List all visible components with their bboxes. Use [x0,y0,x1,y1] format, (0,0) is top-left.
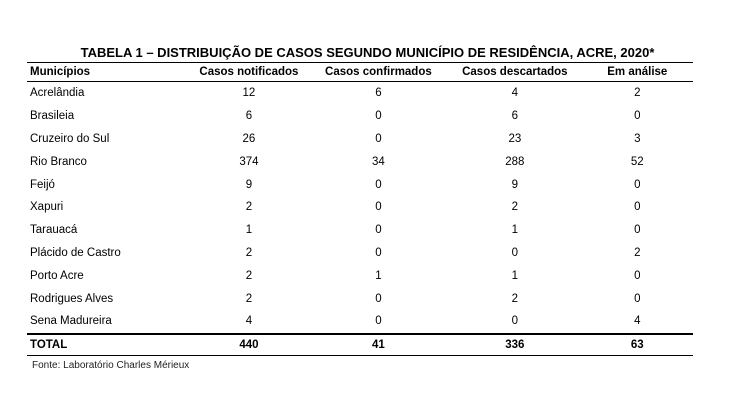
table-row [27,82,693,105]
cell-municipio: Tarauacá [30,224,78,237]
cell-notificados: 12 [242,87,256,100]
table-row [27,242,693,265]
total-em-analise: 63 [582,334,693,356]
table-row [27,264,693,287]
cell-notificados: 9 [245,178,253,191]
cell-descartados: 1 [511,269,519,282]
cell-em-analise: 0 [634,269,641,282]
table-row [27,310,693,334]
cell-confirmados: 34 [372,155,385,168]
cell-municipio: Sena Madureira [30,315,112,328]
cell-municipio: Rodrigues Alves [30,292,114,305]
table-body [27,82,693,334]
cell-municipio: Xapuri [30,201,64,214]
cell-notificados: 2 [245,246,253,259]
cell-confirmados: 0 [375,110,382,123]
cell-em-analise: 4 [634,315,641,328]
cell-em-analise: 0 [634,110,641,123]
cell-notificados: 1 [245,224,253,237]
cell-municipio: Brasileia [30,110,75,123]
header-casos-confirmados: Casos confirmados [309,63,448,82]
cell-confirmados: 0 [375,315,382,328]
cell-confirmados: 1 [375,269,382,282]
total-confirmados: 41 [309,334,448,356]
cell-confirmados: 0 [375,224,382,237]
cases-table [27,62,693,356]
cell-confirmados: 6 [375,87,382,100]
cell-municipio: Feijó [30,178,55,191]
cell-em-analise: 3 [634,132,641,145]
cell-municipio: Porto Acre [30,269,84,282]
header-em-analise: Em análise [582,63,693,82]
cell-confirmados: 0 [375,246,382,259]
cell-em-analise: 0 [634,178,641,191]
table-title: TABELA 1 – DISTRIBUIÇÃO DE CASOS SEGUNDO MUNICÍPIO DE RESIDÊNCIA, ACRE, 2020* [80,45,655,60]
cell-confirmados: 0 [375,178,382,191]
total-descartados: 336 [448,334,581,356]
table-row [27,105,693,128]
cell-em-analise: 52 [630,155,644,168]
table-row [27,150,693,173]
table-row [27,287,693,310]
cell-confirmados: 0 [375,201,382,214]
cell-descartados: 9 [511,178,519,191]
cell-descartados: 23 [508,132,522,145]
table-row [27,196,693,219]
cell-em-analise: 0 [634,224,641,237]
header-casos-notificados: Casos notificados [189,63,309,82]
cell-municipio: Cruzeiro do Sul [30,132,110,145]
table-row [27,173,693,196]
cell-notificados: 26 [242,132,256,145]
cell-em-analise: 2 [634,246,641,259]
cell-descartados: 288 [505,155,525,168]
cell-descartados: 4 [511,87,519,100]
cell-descartados: 6 [511,110,519,123]
cell-municipio: Rio Branco [30,155,87,168]
cell-em-analise: 2 [634,87,641,100]
header-municipios: Municípios [27,63,189,82]
cell-notificados: 6 [245,110,253,123]
cell-descartados: 0 [511,315,519,328]
cell-confirmados: 0 [375,132,382,145]
cell-descartados: 2 [511,292,519,305]
table-row [27,128,693,151]
cell-municipio: Plácido de Castro [30,246,121,259]
total-notificados: 440 [189,334,309,356]
cell-notificados: 2 [245,201,253,214]
source-note: Fonte: Laboratório Charles Mérieux [32,360,190,368]
cell-notificados: 2 [245,292,253,305]
header-casos-descartados: Casos descartados [448,63,581,82]
cell-confirmados: 0 [375,292,382,305]
total-row [27,334,693,356]
cell-municipio: Acrelândia [30,87,85,100]
cell-descartados: 0 [511,246,519,259]
cell-em-analise: 0 [634,201,641,214]
cell-descartados: 2 [511,201,519,214]
cell-descartados: 1 [511,224,519,237]
cell-notificados: 374 [239,155,259,168]
cell-notificados: 2 [245,269,253,282]
table-row [27,219,693,242]
header-row [27,63,693,82]
total-label: TOTAL [27,334,189,356]
cell-notificados: 4 [245,315,253,328]
cell-em-analise: 0 [634,292,641,305]
